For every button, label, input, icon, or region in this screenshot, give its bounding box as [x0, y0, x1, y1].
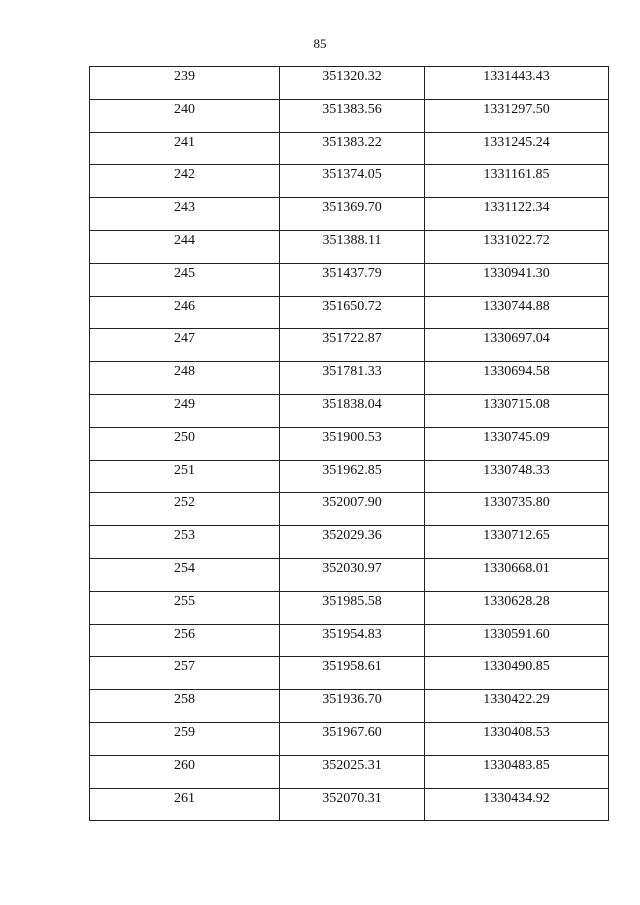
table-row	[90, 165, 609, 198]
y-coordinate-cell: 1330422.29	[425, 690, 609, 723]
x-coordinate-cell: 351958.61	[280, 657, 425, 690]
x-coordinate-cell: 351650.72	[280, 296, 425, 329]
point-number-cell: 249	[90, 394, 280, 427]
table-row	[90, 624, 609, 657]
y-coordinate-cell: 1330697.04	[425, 329, 609, 362]
table-row	[90, 427, 609, 460]
y-coordinate-cell: 1330941.30	[425, 263, 609, 296]
x-coordinate-cell: 351967.60	[280, 722, 425, 755]
x-coordinate-cell: 351962.85	[280, 460, 425, 493]
point-number-cell: 259	[90, 722, 280, 755]
table-row	[90, 493, 609, 526]
x-coordinate-cell: 351383.56	[280, 99, 425, 132]
coordinates-table-body	[90, 67, 609, 821]
y-coordinate-cell: 1330668.01	[425, 558, 609, 591]
point-number-cell: 250	[90, 427, 280, 460]
table-row	[90, 198, 609, 231]
table-row	[90, 591, 609, 624]
point-number-cell: 256	[90, 624, 280, 657]
table-row	[90, 755, 609, 788]
y-coordinate-cell: 1330748.33	[425, 460, 609, 493]
x-coordinate-cell: 352007.90	[280, 493, 425, 526]
x-coordinate-cell: 351369.70	[280, 198, 425, 231]
y-coordinate-cell: 1331297.50	[425, 99, 609, 132]
table-row	[90, 558, 609, 591]
table-row	[90, 460, 609, 493]
point-number-cell: 239	[90, 67, 280, 100]
y-coordinate-cell: 1330628.28	[425, 591, 609, 624]
x-coordinate-cell: 351838.04	[280, 394, 425, 427]
point-number-cell: 261	[90, 788, 280, 821]
point-number-cell: 245	[90, 263, 280, 296]
table-row	[90, 394, 609, 427]
y-coordinate-cell: 1330408.53	[425, 722, 609, 755]
x-coordinate-cell: 351985.58	[280, 591, 425, 624]
point-number-cell: 251	[90, 460, 280, 493]
point-number-cell: 246	[90, 296, 280, 329]
table-row	[90, 722, 609, 755]
y-coordinate-cell: 1331022.72	[425, 230, 609, 263]
y-coordinate-cell: 1330434.92	[425, 788, 609, 821]
table-row	[90, 329, 609, 362]
x-coordinate-cell: 351388.11	[280, 230, 425, 263]
point-number-cell: 244	[90, 230, 280, 263]
point-number-cell: 241	[90, 132, 280, 165]
table-row	[90, 788, 609, 821]
x-coordinate-cell: 351320.32	[280, 67, 425, 100]
table-row	[90, 690, 609, 723]
table-row	[90, 362, 609, 395]
table-row	[90, 657, 609, 690]
y-coordinate-cell: 1330712.65	[425, 526, 609, 559]
x-coordinate-cell: 352070.31	[280, 788, 425, 821]
point-number-cell: 248	[90, 362, 280, 395]
x-coordinate-cell: 352029.36	[280, 526, 425, 559]
x-coordinate-cell: 352030.97	[280, 558, 425, 591]
table-row	[90, 526, 609, 559]
y-coordinate-cell: 1331122.34	[425, 198, 609, 231]
y-coordinate-cell: 1330715.08	[425, 394, 609, 427]
x-coordinate-cell: 351781.33	[280, 362, 425, 395]
point-number-cell: 240	[90, 99, 280, 132]
y-coordinate-cell: 1331245.24	[425, 132, 609, 165]
point-number-cell: 255	[90, 591, 280, 624]
point-number-cell: 257	[90, 657, 280, 690]
y-coordinate-cell: 1330490.85	[425, 657, 609, 690]
point-number-cell: 252	[90, 493, 280, 526]
table-row	[90, 263, 609, 296]
table-row	[90, 132, 609, 165]
table-row	[90, 230, 609, 263]
y-coordinate-cell: 1330745.09	[425, 427, 609, 460]
table-row	[90, 99, 609, 132]
x-coordinate-cell: 351722.87	[280, 329, 425, 362]
y-coordinate-cell: 1330591.60	[425, 624, 609, 657]
x-coordinate-cell: 351954.83	[280, 624, 425, 657]
point-number-cell: 247	[90, 329, 280, 362]
x-coordinate-cell: 352025.31	[280, 755, 425, 788]
point-number-cell: 242	[90, 165, 280, 198]
point-number-cell: 254	[90, 558, 280, 591]
x-coordinate-cell: 351374.05	[280, 165, 425, 198]
y-coordinate-cell: 1331161.85	[425, 165, 609, 198]
x-coordinate-cell: 351383.22	[280, 132, 425, 165]
y-coordinate-cell: 1331443.43	[425, 67, 609, 100]
page-number: 85	[313, 36, 327, 51]
point-number-cell: 243	[90, 198, 280, 231]
table-row	[90, 67, 609, 100]
x-coordinate-cell: 351900.53	[280, 427, 425, 460]
y-coordinate-cell: 1330735.80	[425, 493, 609, 526]
y-coordinate-cell: 1330483.85	[425, 755, 609, 788]
coordinates-table	[89, 66, 609, 821]
table-row	[90, 296, 609, 329]
y-coordinate-cell: 1330694.58	[425, 362, 609, 395]
x-coordinate-cell: 351437.79	[280, 263, 425, 296]
y-coordinate-cell: 1330744.88	[425, 296, 609, 329]
x-coordinate-cell: 351936.70	[280, 690, 425, 723]
point-number-cell: 258	[90, 690, 280, 723]
point-number-cell: 253	[90, 526, 280, 559]
point-number-cell: 260	[90, 755, 280, 788]
